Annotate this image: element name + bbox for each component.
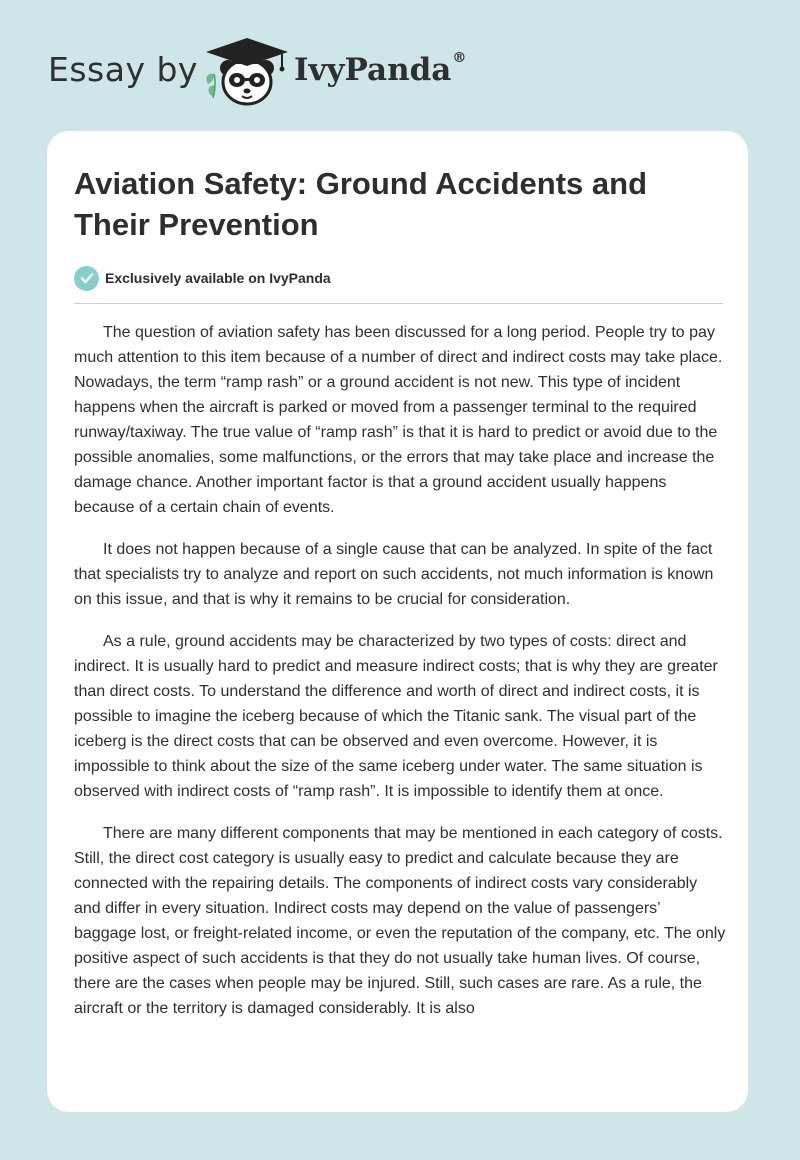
article-title: Aviation Safety: Ground Accidents and Their Prevention (74, 166, 648, 242)
check-icon (74, 266, 99, 291)
paragraph: As a rule, ground accidents may be characterized by two types of costs: direct and indirect. It is usually hard to predict and measure indirect costs; that is why they are greater than direct costs. To understand the difference and worth of direct and indirect costs, it is possible to imagine the iceberg because of which the Titanic sank. The visual part of the iceberg is the direct costs that can be observed and even overcome. However, it is impossible to think about the size of the same iceberg under water. The same situation is observed with indirect costs of “ramp rash”. It is impossible to identify them at once. (74, 633, 718, 800)
article-body (74, 320, 726, 1038)
brand-prefix: Essay by (48, 50, 198, 89)
exclusive-badge (74, 265, 331, 291)
paragraph: There are many different components that may be mentioned in each category of costs. Still, the direct cost category is usually easy to predict and calculate because they are connected with the repairing details. The components of indirect costs vary considerably and differ in every situation. Indirect costs may depend on the value of passengers’ baggage lost, or freight-related income, or even the reputation of the company, etc. The only positive aspect of such accidents is that they do not usually take human lives. Of course, there are the cases when people may be injured. Still, such cases are rare. As a rule, the aircraft or the territory is damaged considerably. It is also (74, 825, 726, 1017)
exclusive-badge-text: Exclusively available on IvyPanda (105, 270, 331, 286)
paragraph: It does not happen because of a single cause that can be analyzed. In spite of the fact that specialists try to analyze and report on such accidents, not much information is known on this issue, and that is why it remains to be crucial for consideration. (74, 541, 714, 608)
panda-graduate-icon[interactable] (202, 34, 292, 110)
divider (74, 303, 723, 304)
brand-name[interactable] (294, 52, 466, 88)
article-card (47, 131, 748, 1112)
brand-name-text: IvyPanda (294, 52, 452, 88)
registered-mark: ® (452, 50, 467, 66)
paragraph: The question of aviation safety has been discussed for a long period. People try to pay much attention to this item because of a number of direct and indirect costs may take place. Nowadays, the term “ramp rash” or a ground accident is not new. This type of incident happens when the aircraft is parked or moved from a passenger terminal to the required runway/taxiway. The true value of “ramp rash” is that it is hard to predict or avoid due to the possible anomalies, some malfunctions, or the errors that may take place and increase the damage chance. Another important factor is that a ground accident usually happens because of a certain chain of events. (74, 324, 723, 516)
site-header (0, 0, 800, 120)
